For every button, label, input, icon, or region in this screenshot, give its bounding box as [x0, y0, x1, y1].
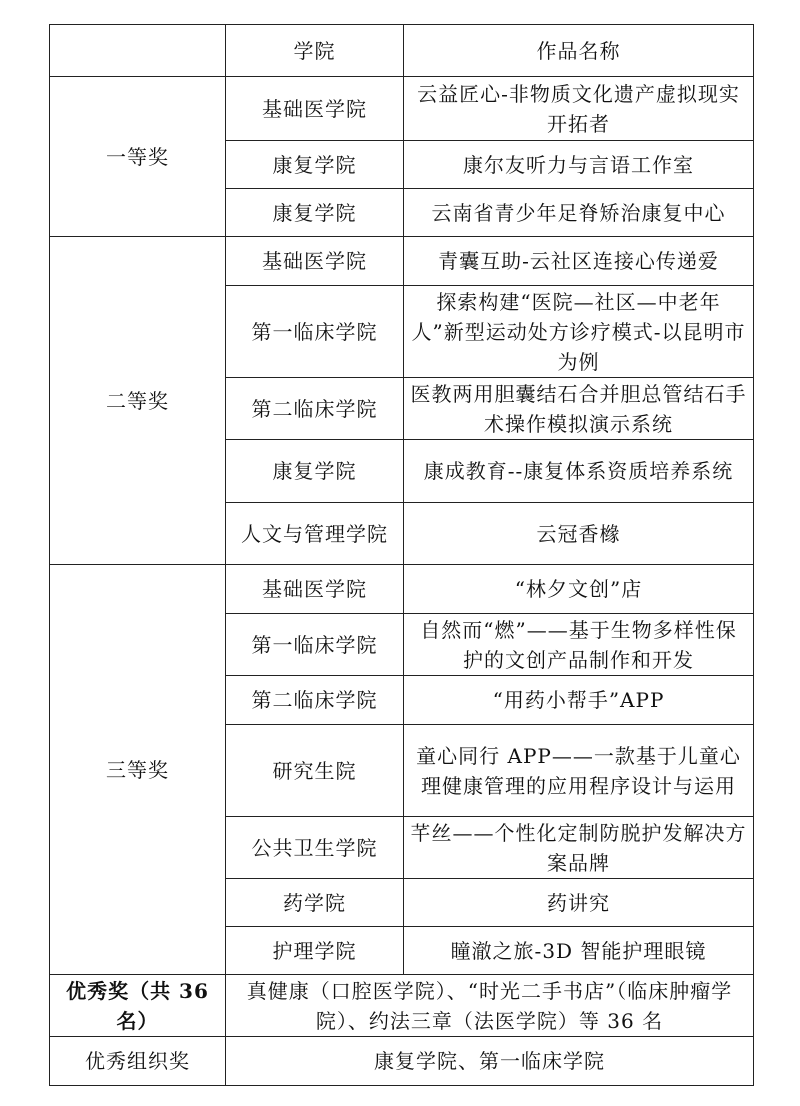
work-cell: 康尔友听力与言语工作室 — [404, 141, 754, 189]
work-cell: 芊丝——个性化定制防脱护发解决方案品牌 — [404, 817, 754, 879]
header-blank-cell — [50, 25, 226, 77]
college-cell: 第二临床学院 — [226, 676, 404, 725]
organization-row — [50, 1037, 754, 1086]
college-cell: 公共卫生学院 — [226, 817, 404, 879]
prize-third: 三等奖 — [50, 565, 226, 975]
prize-second: 二等奖 — [50, 237, 226, 565]
college-cell: 第一临床学院 — [226, 286, 404, 378]
college-cell: 基础医学院 — [226, 237, 404, 286]
table-row — [50, 77, 754, 141]
college-cell: 护理学院 — [226, 927, 404, 975]
work-cell: 探索构建“医院—社区—中老年人”新型运动处方诊疗模式-以昆明市为例 — [404, 286, 754, 378]
header-work: 作品名称 — [404, 25, 754, 77]
work-cell: 医教两用胆囊结石合并胆总管结石手术操作模拟演示系统 — [404, 378, 754, 440]
table-row — [50, 237, 754, 286]
college-cell: 基础医学院 — [226, 565, 404, 614]
header-row — [50, 25, 754, 77]
table-row — [50, 565, 754, 614]
college-cell: 药学院 — [226, 879, 404, 927]
work-cell: 云冠香橼 — [404, 503, 754, 565]
college-cell: 基础医学院 — [226, 77, 404, 141]
excellent-row — [50, 975, 754, 1037]
work-cell: 瞳澈之旅-3D 智能护理眼镜 — [404, 927, 754, 975]
prize-first: 一等奖 — [50, 77, 226, 237]
college-cell: 第二临床学院 — [226, 378, 404, 440]
college-cell: 第一临床学院 — [226, 614, 404, 676]
work-cell: 青囊互助-云社区连接心传递爱 — [404, 237, 754, 286]
college-cell: 康复学院 — [226, 440, 404, 503]
excellent-text: 真健康（口腔医学院）、“时光二手书店”（临床肿瘤学院）、约法三章（法医学院）等 36 名 — [226, 975, 754, 1037]
awards-table — [49, 24, 754, 1086]
work-cell: 童心同行 APP——一款基于儿童心理健康管理的应用程序设计与运用 — [404, 725, 754, 817]
excellent-label: 优秀奖（共 36 名） — [50, 975, 226, 1037]
college-cell: 康复学院 — [226, 141, 404, 189]
organization-label: 优秀组织奖 — [50, 1037, 226, 1086]
work-cell: 云南省青少年足脊矫治康复中心 — [404, 189, 754, 237]
college-cell: 康复学院 — [226, 189, 404, 237]
organization-text: 康复学院、第一临床学院 — [226, 1037, 754, 1086]
work-cell: 药讲究 — [404, 879, 754, 927]
work-cell: 自然而“燃”——基于生物多样性保护的文创产品制作和开发 — [404, 614, 754, 676]
work-cell: 康成教育--康复体系资质培养系统 — [404, 440, 754, 503]
work-cell: “林夕文创”店 — [404, 565, 754, 614]
college-cell: 人文与管理学院 — [226, 503, 404, 565]
college-cell: 研究生院 — [226, 725, 404, 817]
work-cell: 云益匠心-非物质文化遗产虚拟现实开拓者 — [404, 77, 754, 141]
work-cell: “用药小帮手”APP — [404, 676, 754, 725]
header-college: 学院 — [226, 25, 404, 77]
